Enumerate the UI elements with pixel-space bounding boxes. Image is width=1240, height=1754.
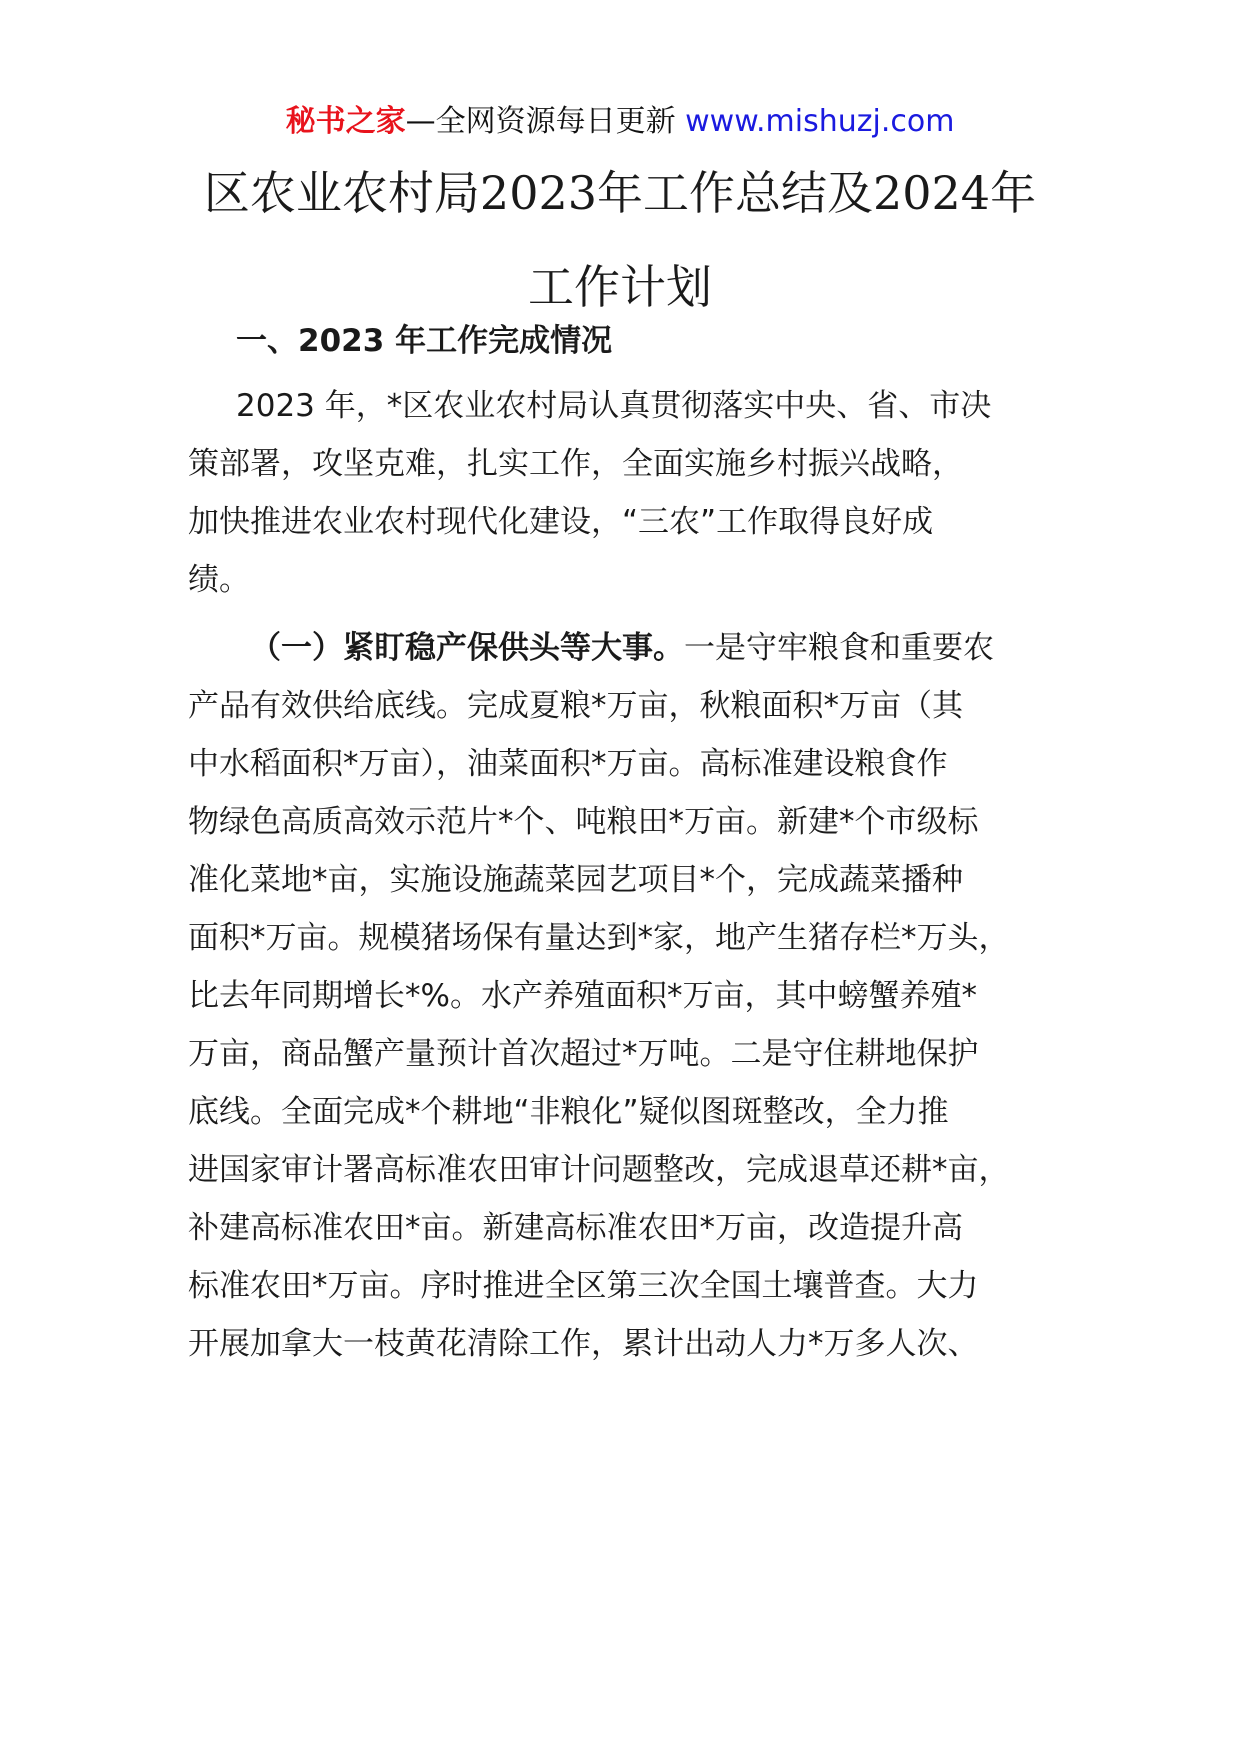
site-header: [0, 100, 1240, 144]
paragraph-line: 策部署，攻坚克难，扎实工作，全面实施乡村振兴战略，: [188, 446, 963, 482]
paragraph-line: 产品有效供给底线。完成夏粮*万亩，秋粮面积*万亩（其: [188, 688, 963, 724]
paragraph-line: 面积*万亩。规模猪场保有量达到*家，地产生猪存栏*万头，: [188, 920, 1010, 956]
paragraph-line: 物绿色高质高效示范片*个、吨粮田*万亩。新建*个市级标: [188, 804, 979, 840]
paragraph-line: 进国家审计署高标准农田审计问题整改，完成退草还耕*亩，: [188, 1152, 1010, 1188]
paragraph-line: 底线。全面完成*个耕地“非粮化”疑似图斑整改，全力推: [188, 1094, 949, 1130]
site-slogan: —全网资源每日更新: [405, 104, 676, 139]
paragraph-line: 补建高标准农田*亩。新建高标准农田*万亩，改造提升高: [188, 1210, 963, 1246]
paragraph-line: 绩。: [188, 562, 250, 598]
subsection-first-line: [250, 623, 994, 673]
section-heading: 一、2023 年工作完成情况: [236, 323, 613, 359]
title-year-2024: 2024: [873, 166, 991, 220]
title-year-2023: 2023: [479, 166, 597, 220]
paragraph-text: 一是守牢粮食和重要农: [684, 630, 994, 666]
paragraph-line: 加快推进农业农村现代化建设，“三农”工作取得良好成: [188, 504, 934, 540]
paragraph-line: 开展加拿大一枝黄花清除工作，累计出动人力*万多人次、: [188, 1326, 979, 1362]
site-brand: 秘书之家: [285, 104, 406, 139]
subsection-heading: （一）紧盯稳产保供头等大事。: [250, 630, 684, 666]
paragraph-line: 中水稻面积*万亩），油菜面积*万亩。高标准建设粮食作: [188, 746, 948, 782]
site-url-link[interactable]: www.mishuzj.com: [685, 104, 955, 139]
document-title-line-2: 工作计划: [528, 260, 712, 314]
title-text-a: 区农业农村局: [203, 166, 480, 220]
document-title-line-1: [0, 158, 1240, 228]
paragraph-line: 准化菜地*亩，实施设施蔬菜园艺项目*个，完成蔬菜播种: [188, 862, 963, 898]
paragraph-line: 标准农田*万亩。序时推进全区第三次全国土壤普查。大力: [188, 1268, 979, 1304]
paragraph-line: 2023 年，*区农业农村局认真贯彻落实中央、省、市决: [236, 388, 992, 424]
title-text-c: 年: [990, 166, 1037, 220]
paragraph-line: 比去年同期增长*%。水产养殖面积*万亩，其中螃蟹养殖*: [188, 978, 977, 1014]
title-text-b: 年工作总结及: [597, 166, 873, 220]
paragraph-line: 万亩，商品蟹产量预计首次超过*万吨。二是守住耕地保护: [188, 1036, 979, 1072]
